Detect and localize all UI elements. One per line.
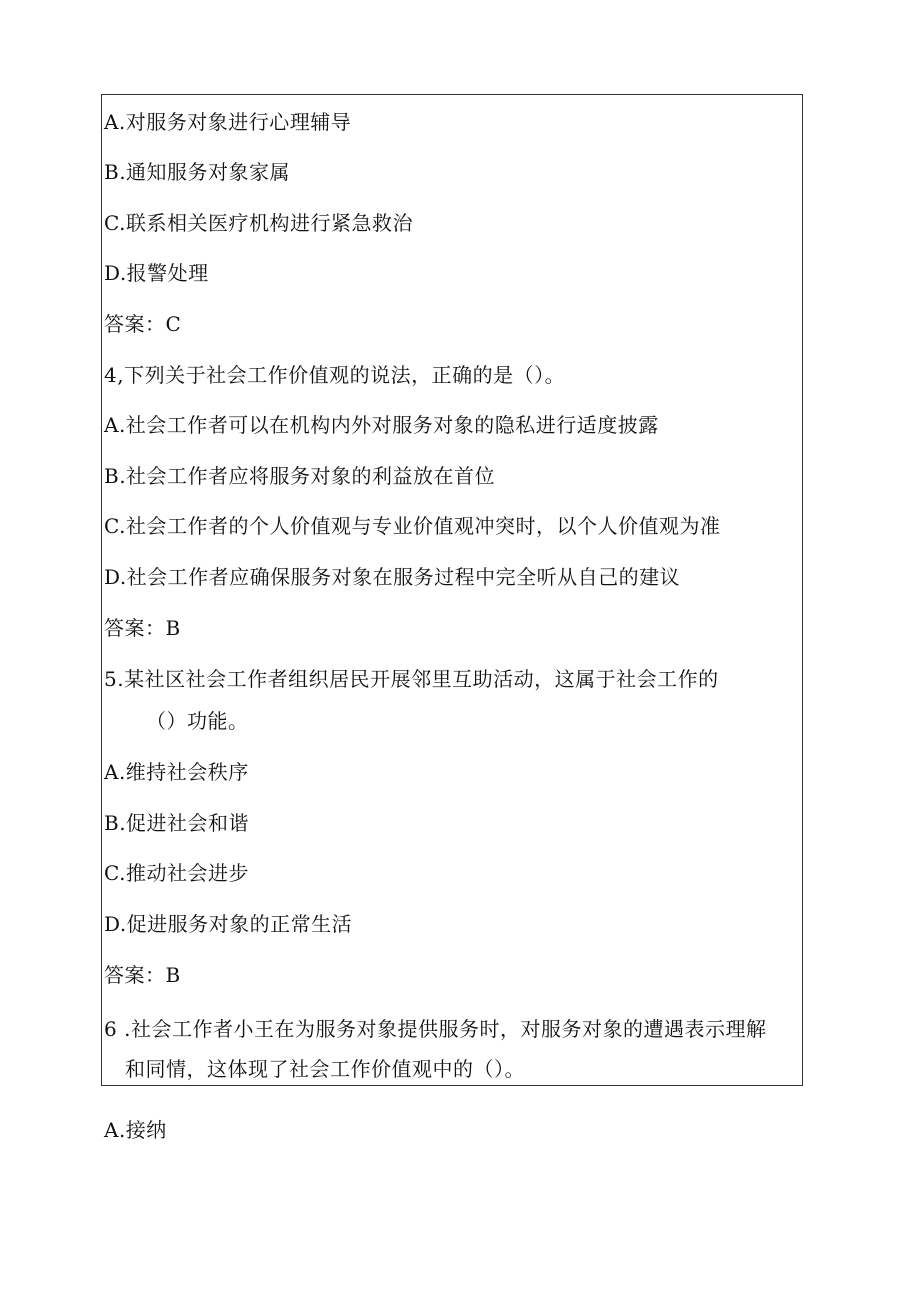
q5-option-b: B.促进社会和谐 bbox=[104, 811, 250, 835]
q4-answer: 答案：B bbox=[104, 616, 181, 640]
q3-option-c: C.联系相关医疗机构进行紧急救治 bbox=[104, 211, 413, 235]
q3-option-b: B.通知服务对象家属 bbox=[104, 160, 291, 184]
q4-question: 4,下列关于社会工作价值观的说法，正确的是（）。 bbox=[104, 363, 566, 387]
q3-option-d: D.报警处理 bbox=[104, 261, 209, 285]
q4-option-a: A.社会工作者可以在机构内外对服务对象的隐私进行适度披露 bbox=[104, 413, 659, 437]
q4-option-b: B.社会工作者应将服务对象的利益放在首位 bbox=[104, 464, 496, 488]
q4-option-d: D.社会工作者应确保服务对象在服务过程中完全听从自己的建议 bbox=[104, 565, 681, 589]
q6-question-line1: 6 .社会工作者小王在为服务对象提供服务时，对服务对象的遭遇表示理解 bbox=[104, 1017, 767, 1041]
q5-option-a: A.维持社会秩序 bbox=[104, 760, 249, 784]
q5-option-c: C.推动社会进步 bbox=[104, 861, 249, 885]
q5-question-line2: （）功能。 bbox=[146, 709, 249, 733]
q5-option-d: D.促进服务对象的正常生活 bbox=[104, 912, 353, 936]
q3-answer: 答案：C bbox=[104, 312, 182, 336]
q6-option-a: A.接纳 bbox=[104, 1118, 167, 1142]
q5-answer: 答案：B bbox=[104, 963, 181, 987]
q4-option-c: C.社会工作者的个人价值观与专业价值观冲突时，以个人价值观为准 bbox=[104, 514, 721, 538]
q6-question-line2: 和同情，这体现了社会工作价值观中的（）。 bbox=[125, 1057, 525, 1081]
q3-option-a: A.对服务对象进行心理辅导 bbox=[104, 110, 352, 134]
q5-question-line1: 5.某社区社会工作者组织居民开展邻里互助活动，这属于社会工作的 bbox=[104, 667, 719, 691]
